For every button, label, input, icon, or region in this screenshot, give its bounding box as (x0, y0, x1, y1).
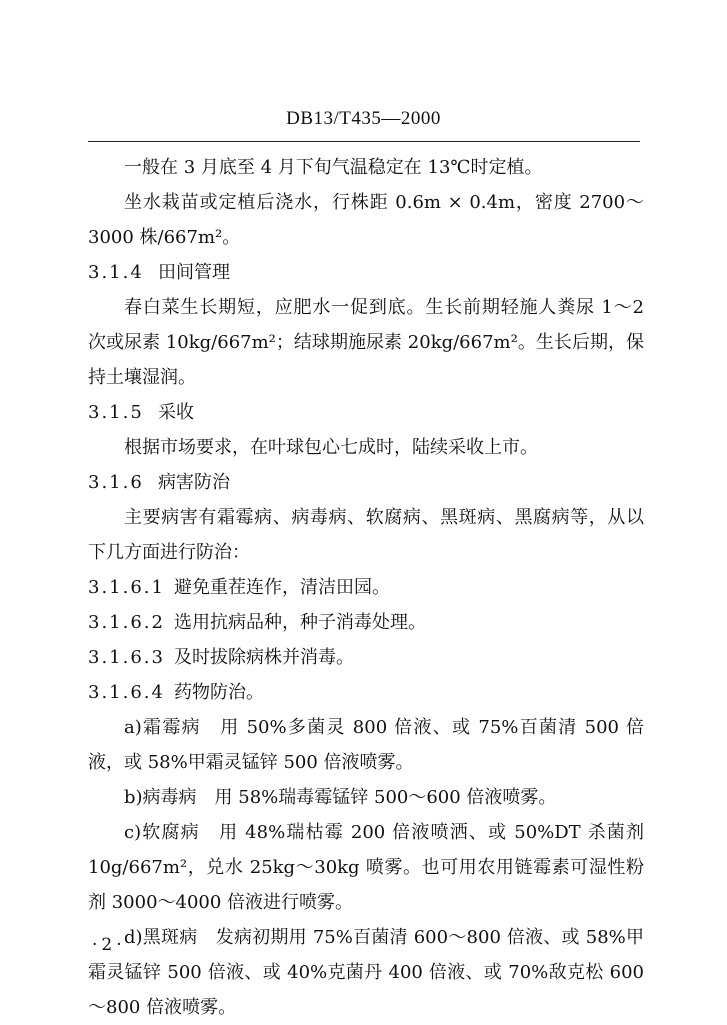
paragraph-harvest: 根据市场要求，在叶球包心七成时，陆续采收上市。 (124, 437, 538, 458)
paragraph-planting-time: 一般在 3 月底至 4 月下旬气温稳定在 13℃时定植。 (124, 157, 543, 178)
paragraph-field-management: 春白菜生长期短，应肥水一促到底。生长前期轻施人粪尿 1～2 次或尿素 10kg/667m²；结球期施尿素 20kg/667m²。生长后期，保持土壤湿润。 (88, 297, 644, 388)
header-rule (88, 141, 640, 142)
section-title: 避免重茬连作，清洁田园。 (174, 577, 390, 598)
document-body (88, 150, 644, 1025)
section-heading-3-1-5 (88, 395, 644, 430)
section-number: 3.1.6.1 (88, 577, 165, 598)
section-number: 3.1.6.3 (88, 647, 165, 668)
section-title: 采收 (158, 402, 194, 423)
section-heading-3-1-6-4 (88, 675, 644, 710)
section-number: 3.1.5 (88, 402, 144, 423)
section-number: 3.1.6 (88, 472, 144, 493)
section-title: 选用抗病品种，种子消毒处理。 (174, 612, 426, 633)
paragraph-soft-rot: c)软腐病 用 48%瑞枯霉 200 倍液喷洒、或 50%DT 杀菌剂 10g/667m²，兑水 25kg～30kg 喷雾。也可用农用链霉素可湿性粉剂 3000～4000 倍液进行喷雾。 (88, 822, 644, 913)
section-title: 药物防治。 (174, 682, 264, 703)
section-heading-3-1-6-2 (88, 605, 644, 640)
paragraph-spacing-density: 坐水栽苗或定植后浇水，行株距 0.6m × 0.4m，密度 2700～3000 株/667m²。 (88, 192, 644, 248)
page-number: ·2· (92, 935, 126, 955)
section-heading-3-1-6-1 (88, 570, 644, 605)
section-number: 3.1.6.4 (88, 682, 165, 703)
section-heading-3-1-6-3 (88, 640, 644, 675)
section-title: 田间管理 (158, 262, 230, 283)
paragraph-black-spot: d)黑斑病 发病初期用 75%百菌清 600～800 倍液、或 58%甲霜灵锰锌 500 倍液、或 40%克菌丹 400 倍液、或 70%敌克松 600～800 倍液喷雾。 (88, 927, 644, 1018)
section-title: 及时拔除病株并消毒。 (174, 647, 354, 668)
section-number: 3.1.6.2 (88, 612, 165, 633)
section-title: 病害防治 (158, 472, 230, 493)
paragraph-virus-disease: b)病毒病 用 58%瑞毒霉锰锌 500～600 倍液喷雾。 (124, 787, 557, 808)
paragraph-disease-overview: 主要病害有霜霉病、病毒病、软腐病、黑斑病、黑腐病等，从以下几方面进行防治： (88, 507, 644, 563)
section-number: 3.1.4 (88, 262, 144, 283)
section-heading-3-1-4 (88, 255, 644, 290)
document-code: DB13/T435—2000 (286, 108, 441, 129)
section-heading-3-1-6 (88, 465, 644, 500)
paragraph-downy-mildew: a)霜霉病 用 50%多菌灵 800 倍液、或 75%百菌清 500 倍液，或 58%甲霜灵锰锌 500 倍液喷雾。 (88, 717, 644, 773)
